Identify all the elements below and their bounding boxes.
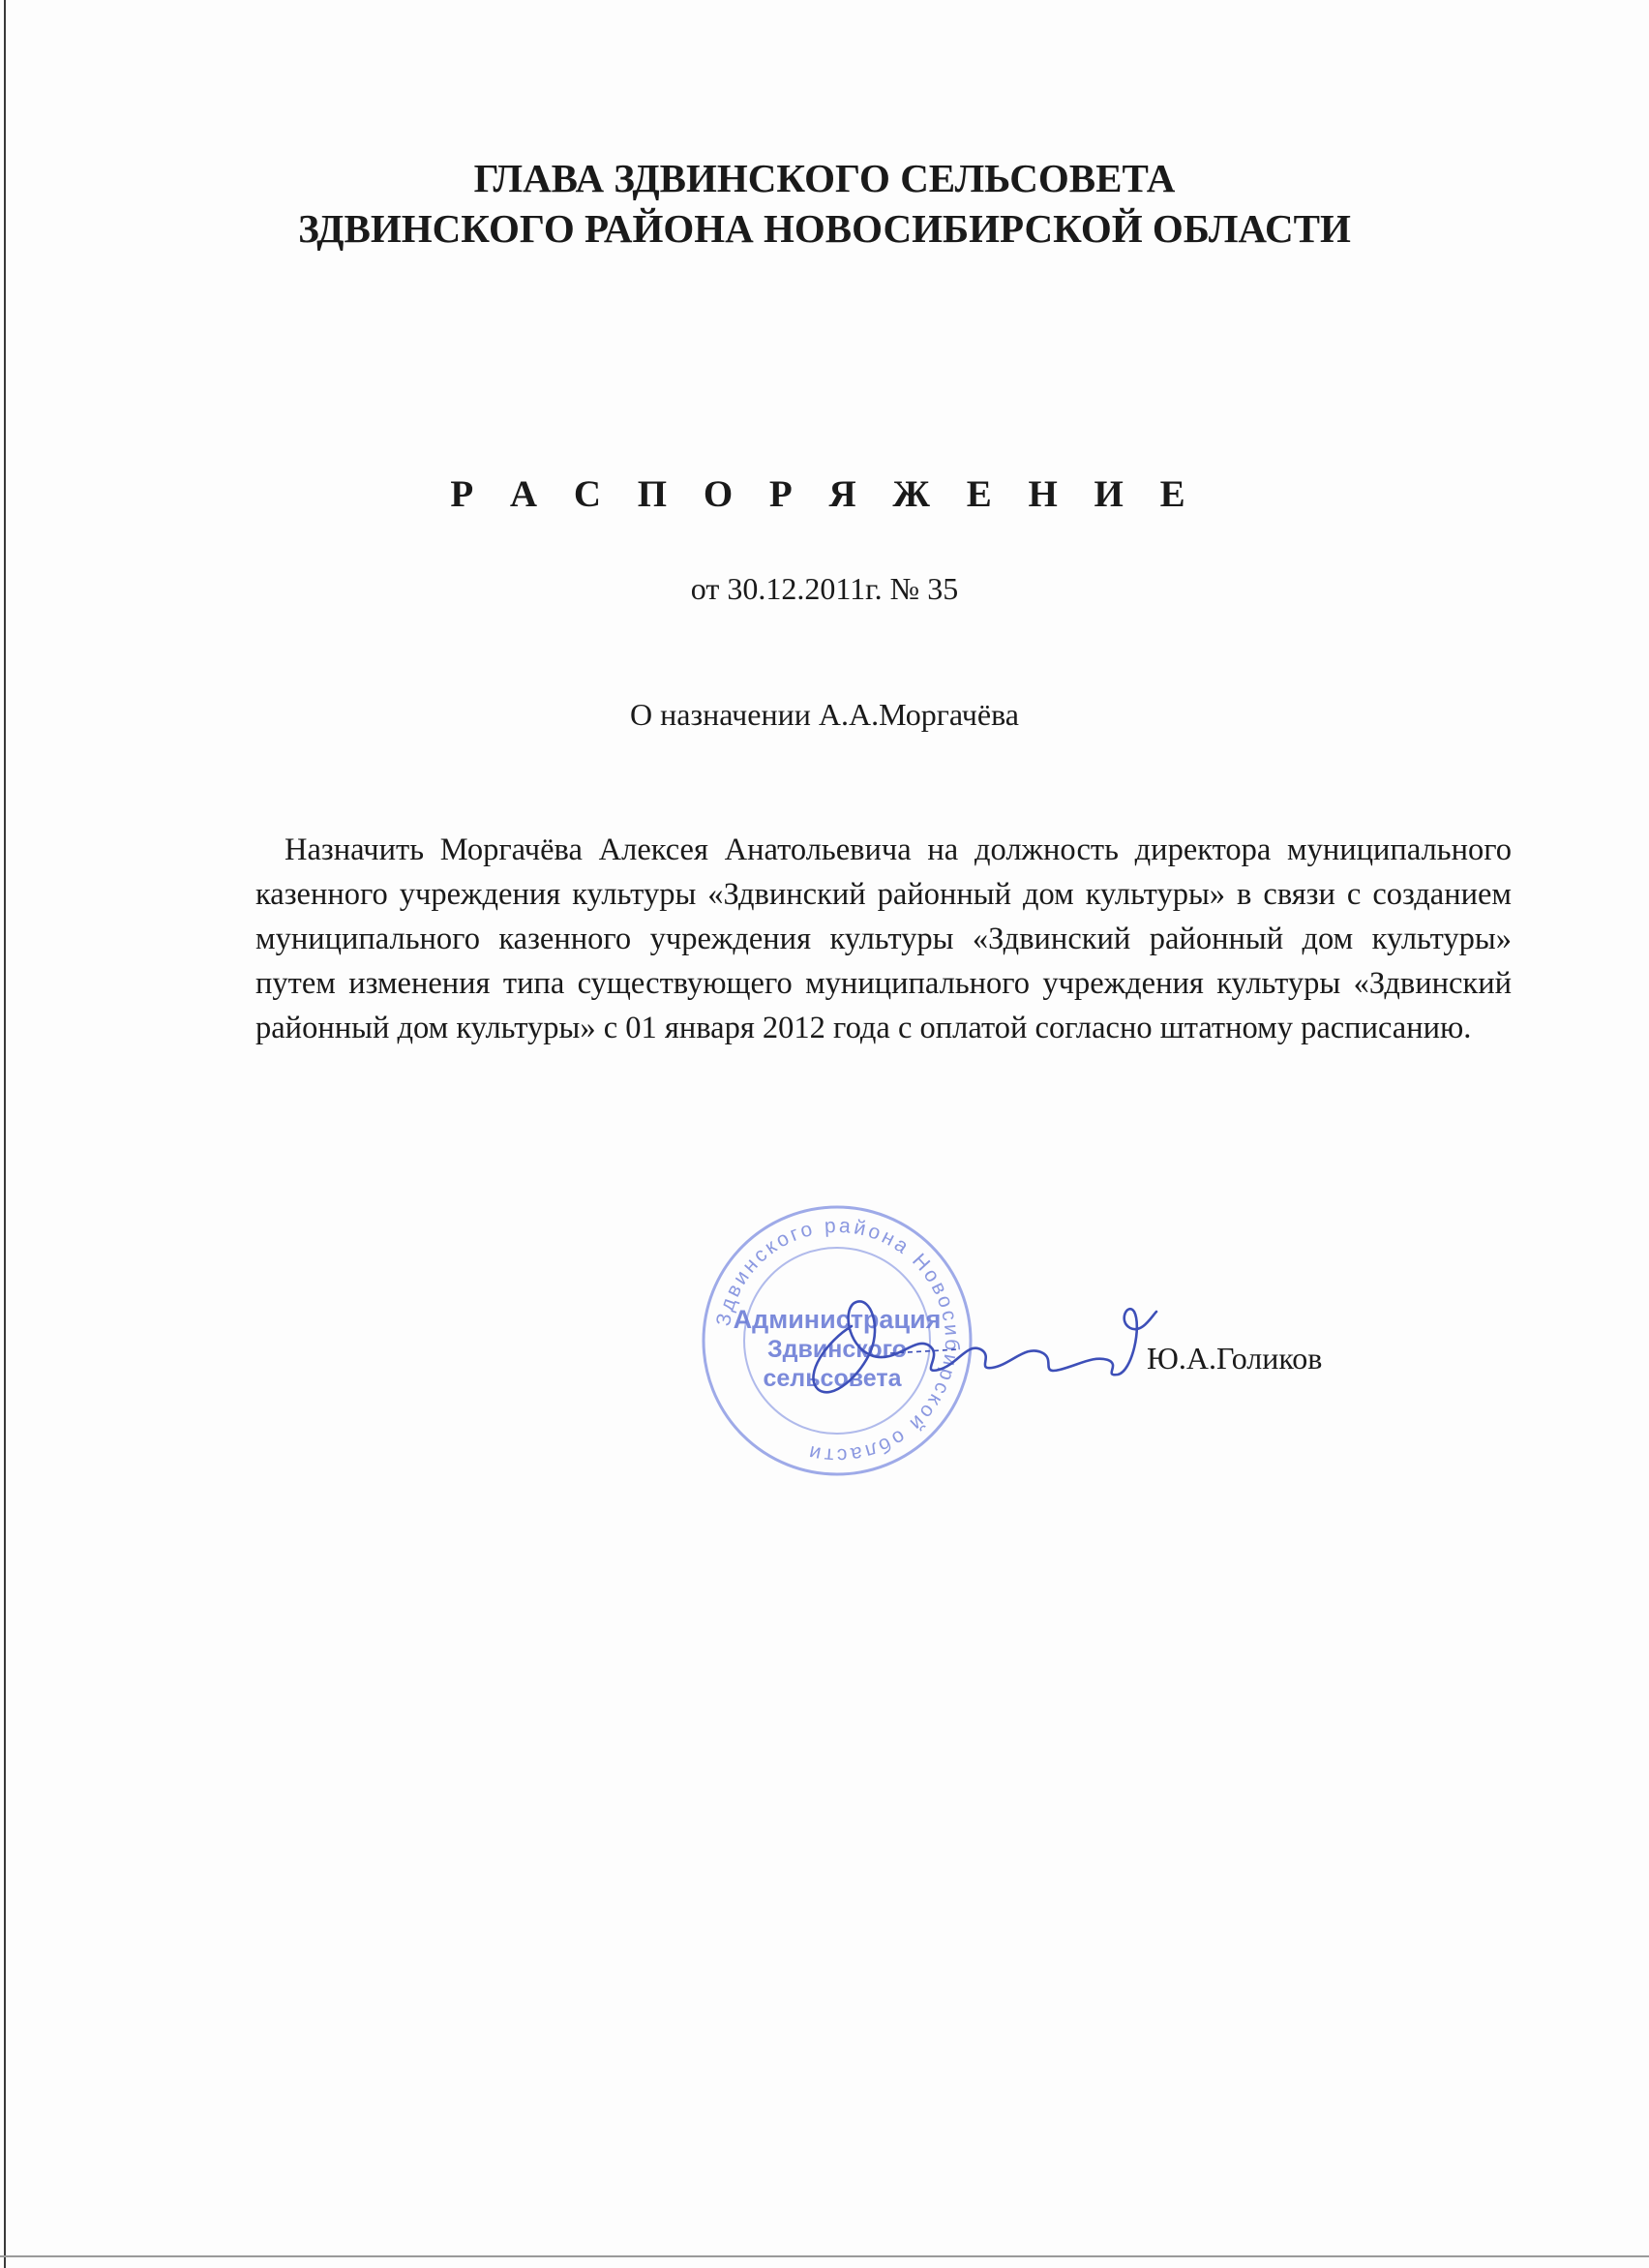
scan-edge-bottom — [0, 2255, 1649, 2257]
issuer-header-line-2: ЗДВИНСКОГО РАЙОНА НОВОСИБИРСКОЙ ОБЛАСТИ — [298, 206, 1351, 251]
issuer-header — [0, 153, 1649, 254]
scan-edge-left — [4, 0, 6, 2268]
signer-name: Ю.А.Голиков — [1147, 1341, 1323, 1376]
stamp-center-line-2: Здвинского — [766, 1336, 908, 1363]
handwritten-signature — [735, 1268, 1161, 1404]
signature-block — [697, 1200, 1374, 1510]
document-subject: О назначении А.А.Моргачёва — [630, 697, 1019, 732]
stamp-center-line-3: сельсовета — [763, 1365, 902, 1392]
stamp-center-line-1: Администрация — [733, 1305, 942, 1334]
document-body: Назначить Моргачёва Алексея Анатольевича на должность директора муниципального казенного учреждения культуры «Здвинский районный дом культуры» в связи с созданием муниципального казенного учреждения культуры «Здвинский районный дом культуры» путем изменения типа существующего муниципального учреждения культуры «Здвинский районный дом культуры» с 01 января 2012 года с оплатой согласно штатному расписанию. — [255, 832, 1512, 1045]
document-date-number: от 30.12.2011г. № 35 — [690, 571, 959, 606]
issuer-header-line-1: ГЛАВА ЗДВИНСКОГО СЕЛЬСОВЕТА — [473, 156, 1176, 200]
stamp-ring-text: Здвинского района Новосибирской области — [711, 1214, 964, 1467]
document-type: Р А С П О Р Я Ж Е Н И Е — [450, 473, 1199, 515]
